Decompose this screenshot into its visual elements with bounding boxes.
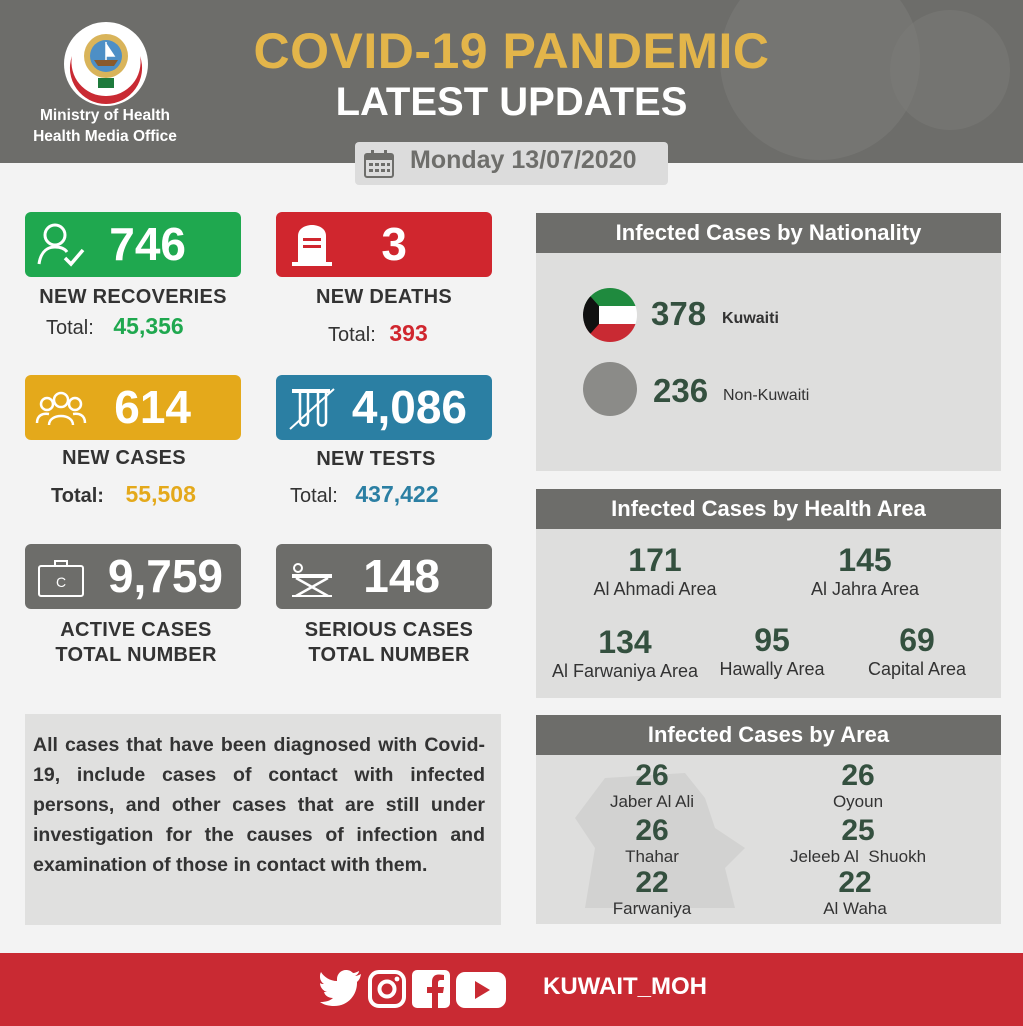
page-subtitle: LATEST UPDATES — [335, 80, 688, 124]
area-value: 25 — [841, 814, 875, 847]
non-kuwaiti-icon — [583, 362, 637, 416]
health-area-label: Hawally Area — [719, 659, 825, 679]
area-label: Oyoun — [832, 792, 884, 811]
report-date: Monday 13/07/2020 — [410, 146, 637, 174]
area-item — [765, 815, 951, 867]
social-handle[interactable]: KUWAIT_MOH — [543, 973, 707, 1000]
total-label: Total: — [51, 485, 104, 507]
area-label: Thahar — [625, 847, 679, 866]
new-cases-value: 614 — [114, 381, 191, 433]
new-recoveries-label: NEW RECOVERIES — [39, 286, 227, 308]
area-label: Jeleeb Al Shuokh — [789, 847, 927, 866]
health-area-label: Al Farwaniya Area — [551, 661, 699, 681]
total-label: Total: — [46, 317, 94, 339]
facebook-icon[interactable] — [412, 970, 450, 1008]
cases-total-value: 55,508 — [125, 481, 196, 507]
svg-text:C: C — [55, 574, 67, 590]
test-tube-icon — [286, 383, 338, 433]
health-area-item — [707, 622, 837, 680]
health-area-value: 171 — [628, 542, 682, 578]
suitcase-icon — [35, 554, 87, 604]
new-cases-label: NEW CASES — [62, 447, 186, 469]
twitter-icon[interactable] — [320, 970, 362, 1006]
cases-total — [51, 481, 196, 508]
health-area-item — [540, 624, 710, 682]
calendar-icon — [364, 150, 394, 178]
total-label: Total: — [328, 324, 376, 346]
new-tests-label: NEW TESTS — [316, 448, 436, 470]
new-recoveries-value: 746 — [109, 218, 186, 270]
health-area-value: 95 — [754, 622, 790, 658]
youtube-icon[interactable] — [456, 972, 506, 1008]
org-line1: Ministry of Health — [39, 107, 171, 124]
active-label-line1: ACTIVE CASES — [60, 619, 212, 641]
cases-card — [25, 375, 241, 440]
serious-cases-card — [276, 544, 492, 609]
area-value: 26 — [635, 759, 669, 792]
area-item — [572, 760, 732, 812]
area-item — [778, 760, 938, 812]
people-group-icon — [35, 383, 87, 433]
stretcher-icon — [286, 552, 338, 602]
health-area-item — [852, 622, 982, 680]
active-cases-label — [25, 618, 247, 668]
health-area-label: Capital Area — [867, 659, 967, 679]
health-area-label: Al Jahra Area — [810, 579, 920, 599]
serious-cases-value: 148 — [363, 550, 440, 602]
area-value: 26 — [635, 814, 669, 847]
tests-total — [290, 481, 439, 508]
health-area-value: 69 — [899, 622, 935, 658]
area-value: 22 — [635, 866, 669, 899]
non-kuwaiti-value: 236 — [653, 372, 709, 409]
health-area-item — [770, 542, 960, 600]
note-text: All cases that have been diagnosed with Covid-19, include cases of contact with infected persons, and other cases that are still under investigation for the causes of infection and examination of those in contact with them. — [33, 734, 485, 876]
footer-bar — [0, 953, 1023, 1026]
recoveries-total-value: 45,356 — [113, 313, 184, 339]
total-label: Total: — [290, 485, 338, 507]
recoveries-total — [46, 313, 184, 340]
instagram-icon[interactable] — [368, 970, 406, 1008]
deaths-total — [328, 320, 428, 347]
health-area-title: Infected Cases by Health Area — [536, 489, 1001, 529]
serious-label-line1: SERIOUS CASES — [304, 619, 474, 641]
area-item — [572, 815, 732, 867]
deaths-card — [276, 212, 492, 277]
org-line2: Health Media Office — [33, 128, 177, 145]
area-label: Jaber Al Ali — [609, 792, 695, 811]
deaths-total-value: 393 — [389, 320, 428, 346]
area-label: Al Waha — [823, 899, 887, 918]
recovered-person-icon — [35, 220, 87, 270]
kuwaiti-label: Kuwaiti — [722, 310, 779, 327]
health-area-label: Al Ahmadi Area — [593, 579, 717, 599]
serious-label-line2: TOTAL NUMBER — [308, 644, 470, 666]
tests-total-value: 437,422 — [355, 481, 439, 507]
page-title: COVID-19 PANDEMIC — [253, 23, 770, 79]
area-label: Farwaniya — [612, 899, 692, 918]
area-item — [572, 867, 732, 919]
health-area-value: 145 — [838, 542, 892, 578]
health-area-item — [560, 542, 750, 600]
active-cases-value: 9,759 — [107, 550, 223, 602]
area-value: 26 — [841, 759, 875, 792]
recoveries-card — [25, 212, 241, 277]
kuwait-flag-icon — [583, 288, 637, 342]
new-deaths-label: NEW DEATHS — [316, 286, 452, 308]
tombstone-icon — [286, 220, 338, 270]
active-label-line2: TOTAL NUMBER — [55, 644, 217, 666]
by-area-title: Infected Cases by Area — [536, 715, 1001, 755]
serious-cases-label — [278, 618, 500, 668]
active-cases-card — [25, 544, 241, 609]
health-area-value: 134 — [598, 624, 652, 660]
area-item — [775, 867, 935, 919]
area-value: 22 — [838, 866, 872, 899]
tests-card — [276, 375, 492, 440]
non-kuwaiti-label: Non-Kuwaiti — [723, 387, 810, 404]
nationality-title: Infected Cases by Nationality — [536, 213, 1001, 253]
kuwaiti-value: 378 — [651, 295, 707, 332]
new-tests-value: 4,086 — [351, 381, 467, 433]
new-deaths-value: 3 — [381, 218, 407, 270]
